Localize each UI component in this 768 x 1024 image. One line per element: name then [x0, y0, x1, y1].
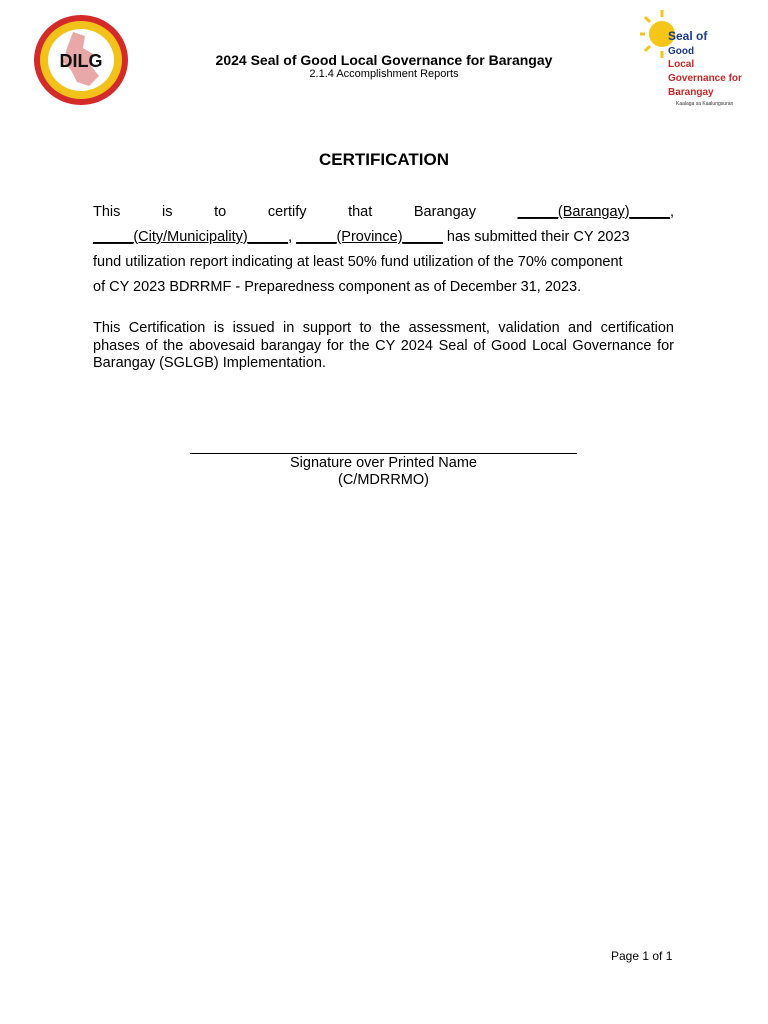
sglgb-logo	[640, 6, 758, 110]
signature-line	[190, 453, 577, 454]
word: to	[214, 204, 227, 220]
certification-title: CERTIFICATION	[318, 150, 449, 169]
certification-paragraph-2: This Certification is issued in support to the assessment, validation and certification phases of the abovesaid barangay for the CY 2024 Seal of Good Local Governance for Barangay (SGLGB) Implementation.	[93, 320, 674, 371]
paragraph-1-line-1: This is to certify that Barangay _____(Barangay)_____,	[93, 204, 674, 220]
word: that	[348, 204, 373, 220]
barangay-blank: _____(Barangay)_____	[517, 204, 670, 220]
signature-block	[190, 455, 577, 489]
word: certify	[267, 204, 307, 220]
certification-paragraph-1	[93, 200, 674, 300]
paragraph-1-line-3: fund utilization report indicating at least 50% fund utilization of the 70% component	[93, 254, 623, 270]
dilg-logo	[33, 14, 129, 106]
paragraph-1-line-4: of CY 2023 BDRRMF - Preparedness component as of December 31, 2023.	[93, 279, 582, 295]
word: is	[162, 204, 173, 220]
sglgb-line-2: Good	[668, 46, 695, 57]
signature-role: (C/MDRRMO)	[337, 472, 429, 488]
document-header	[150, 52, 618, 81]
sglgb-line-1: Seal of	[668, 29, 708, 43]
signature-label: Signature over Printed Name	[290, 455, 477, 471]
header-subtitle: 2.1.4 Accomplishment Reports	[309, 68, 459, 80]
header-title: 2024 Seal of Good Local Governance for Barangay	[215, 52, 553, 68]
sglgb-line-3: Local	[668, 59, 695, 70]
province-blank: _____(Province)_____	[296, 229, 443, 245]
city-municipality-blank: _____(City/Municipality)_____	[93, 229, 289, 245]
word: This	[93, 204, 121, 220]
word: Barangay	[413, 204, 476, 220]
page-number: Page 1 of 1	[611, 949, 673, 963]
paragraph-1-line-2: _____(City/Municipality)_____, _____(Province)_____ has submitted their CY 2023	[93, 229, 630, 245]
sglgb-line-4: Governance for	[668, 73, 742, 84]
dilg-logo-text: DILG	[59, 51, 103, 71]
sglgb-tagline: Kaalaga sa Kaalungsuran	[676, 101, 734, 107]
sglgb-line-5: Barangay	[668, 87, 714, 98]
